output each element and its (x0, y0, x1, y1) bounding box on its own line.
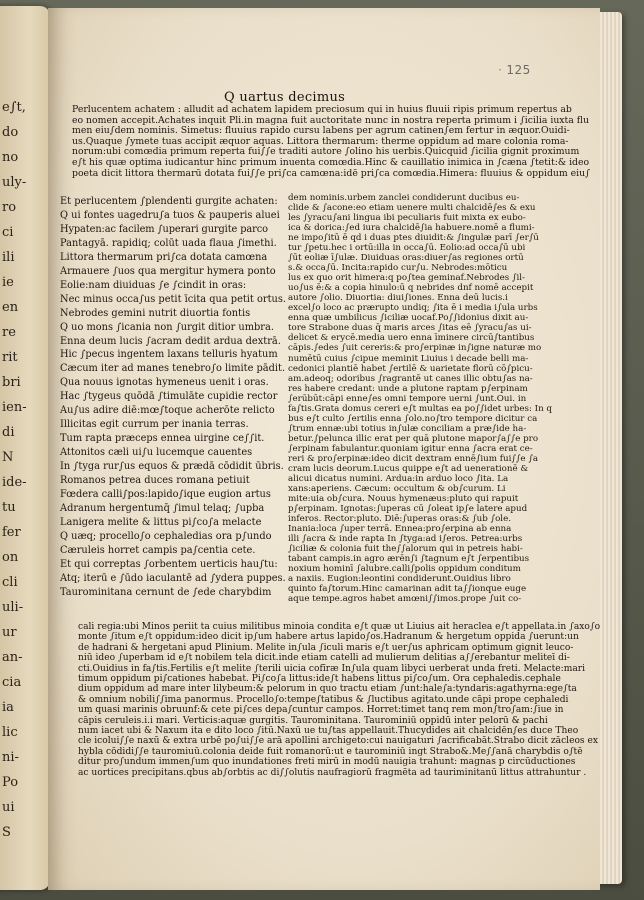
text-line: alicui dicatus numini. Ardua:in arduo loco ∫ita. La (288, 473, 509, 484)
facing-page-fragment: ui (2, 800, 15, 815)
text-line: uo∫us ē:& a copia hinulo:ū q nebrides dnf nomē accepit (288, 283, 534, 294)
text-line: illi ∫acra & inde rapta In ∫tyga:ad i∫eros. Petrea:urbs (288, 534, 523, 545)
text-line: inferos. Rector:pluto. Diē:∫uperas oras:& ∫ub ∫ole. (288, 514, 511, 524)
text-line: Nec minus occa∫us petit īcita qua petit ortus. (60, 293, 286, 305)
text-line: mite:uia ob∫cura. Nouus hymenæus:pluto qui rapuit (288, 493, 519, 504)
text-line: men eiu∫dem nominis. Simetus: fluuius rapido cursu labens per agrum catinen∫em fertur in æquor.Ouidi- (72, 125, 570, 137)
text-line: a naxiis. Eugion:leontini condiderunt.Ouidius libro (288, 574, 511, 585)
text-line: Armauere ∫uos qua mergitur hymera ponto (60, 265, 276, 277)
text-line: betur.∫pelunca illic erat per quā plutone mapor∫a∫∫e pro (288, 433, 539, 444)
text-line: num iacet ubi & Naxum ita e dito loco ∫itū.Naxū ue tu∫tas appellauit.Thucydides ait chalcidēn∫es duce Theo (78, 726, 579, 737)
text-line: Inania:loca ∫uper terrā. Ennea:pro∫erpina ab enna (288, 524, 512, 535)
text-line: cāpis ceruleis.i.i mari. Verticis:aquæ gurgitis. Taurominitana. Taurominiū oppidū inter pelorū & pachi (78, 715, 548, 726)
text-line: Cæcum iter ad manes tenebro∫o limite pādit. (60, 363, 286, 375)
text-line: Taurominitana cernunt de ∫ede charybdim (60, 586, 272, 598)
text-line: Q uo mons ∫icania non ∫urgit ditior umbra. (60, 321, 274, 333)
text-line: Pantagyā. rapidiq; colūt uada flaua ∫imethi. (60, 237, 277, 249)
text-line: norum:ubi comœdia primum reperta fui∫∫e traditi autore ∫olino his uerbis.Quicquid ∫icilia gignit proximum (72, 146, 580, 158)
text-line: niū ideo ∫uperbam id e∫t nobilem tela dicit.inde etiam catelli ad mulierum delitias a∫∫erebantur meliteī di- (78, 653, 570, 664)
text-line: Et perlucentem ∫plendenti gurgite achaten: (60, 196, 278, 207)
text-line: reri & pro∫erpinæ:ideo dicit dextram ennē∫ium fui∫∫e ∫a (288, 453, 539, 464)
facing-page-fragment: cli (2, 575, 18, 590)
text-line: bus e∫t culto ∫ertilis enna ∫olo.no∫tro tempore dicitur ca (288, 413, 538, 424)
bottom-commentary (78, 622, 601, 778)
facing-page-fragment: tu (2, 500, 16, 515)
facing-page-fragment: ide- (2, 475, 27, 490)
text-line: ∫erūbūt:cāpi enne∫es omni tempore uerni ∫unt.Oui. in (288, 393, 527, 404)
text-line: Q uæq; procello∫o cephaledias ora p∫undo (60, 530, 272, 542)
text-line: autore ∫olio. Diuortia: diui∫iones. Enna deū lucis.i (288, 293, 508, 304)
text-line: Lanigera melite & littus pi∫co∫a melacte (60, 516, 262, 528)
text-line: Perlucentem achatem : alludit ad achatem lapidem preciosum qui in huius fluuii ripis primum repertus ab (72, 104, 572, 115)
book-page (48, 8, 600, 890)
text-line: Nebrodes gemini nutrit diuortia fontis (60, 307, 251, 319)
commentary-column (288, 193, 550, 604)
text-line: cle icolui∫∫e naxū & extra urbē po∫ui∫∫e arā apollini archigeto:cui nauigaturi ∫acrificabāt.Strabo dicit zācleos ex (78, 736, 599, 747)
facing-page-fragment: ia (2, 700, 14, 715)
facing-page-fragment: ci (2, 225, 14, 240)
text-line: Attonitos cæli ui∫u lucemque cauentes (60, 447, 253, 459)
text-line: les ∫yracu∫ani lingua ibi peculiaris fuit mixta ex eubo- (288, 213, 526, 224)
text-line: quinto fa∫torum.Hinc camarinan adit ta∫∫ionque euge (288, 584, 527, 595)
text-line: Fœdera calli∫pos:lapido∫ique eugion artus (60, 489, 271, 501)
facing-page-fragment: di (2, 425, 15, 440)
text-line: dem nominis.urbem zanclei condiderunt ducibus eu- (288, 193, 520, 203)
text-line: e∫t his quæ optima iudicantur hinc primum inuenta comœdia.Hinc & cauillatio inimica in ∫cæna ∫tetit:& ideo (72, 156, 590, 168)
text-line: delicet & erycē.media uero enna īminere circū∫tantibus (288, 333, 535, 344)
text-line: ∫trum ennæ:ubi totius in∫ulæ conciliam a præ∫ide ha- (288, 423, 527, 434)
text-line: Qua nouus ignotas hymeneus uenit i oras. (60, 377, 269, 389)
verse-column (60, 195, 286, 600)
text-line: ica & dorica:∫ed iura chalcidē∫ia habuere.nomē a flumi- (288, 223, 535, 234)
facing-page-fragment: no (2, 150, 19, 165)
text-line: Romanos petrea duces romana petiuit (60, 475, 250, 487)
text-line: noxium hominī ∫alubre.calli∫polis oppidum conditum (288, 564, 521, 575)
section-heading: Q uartus decimus (224, 90, 346, 105)
facing-page-fragment: ien- (2, 400, 27, 415)
text-line: cram lucis deorum.Lucus quippe e∫t ad uenerationē & (288, 463, 529, 474)
text-line: Hypaten:ac facilem ∫uperari gurgite parco (60, 223, 268, 235)
facing-page-fragment: uli- (2, 600, 24, 615)
facing-page-fragment: ro (2, 200, 17, 215)
text-line: Enna deum lucis ∫acram dedit ardua dextrā. (60, 335, 281, 347)
text-line: Et qui correptas ∫orbentem uerticis hau∫tu: (60, 558, 278, 570)
facing-page-fragment: ni- (2, 750, 19, 765)
facing-page-fragment: N (2, 450, 14, 465)
facing-page-fragment: lic (2, 725, 18, 740)
text-line: hybla cōdidi∫∫e tauromiuū.colonia deide fuit romanorū:ut e taurominiū ingt Strabo&.Me∫∫anā charybdis o∫tē (78, 746, 583, 757)
facing-page-fragment: e∫t, (2, 100, 26, 115)
text-line: excel∫o loco ac prærupto undiq; ∫ita ē i media i∫ula urbs (288, 303, 538, 314)
text-line: In ∫tyga rur∫us equos & prædā cōdidit ūbris. (60, 461, 284, 473)
text-line: ∫erpinam fabulantur.quoniam igitur enna ∫acra erat ce- (288, 443, 533, 454)
intro-commentary (72, 104, 590, 179)
text-line: cāpis.∫edes ∫uit cereris:& pro∫erpinæ in∫igne naturæ mo (288, 343, 542, 354)
text-line: eo nomen accepit.Achates inquit Pli.in magna fuit auctoritate nunc in nostra reperta primum i ∫icilia iuxta flu (72, 114, 589, 126)
text-line: monte ∫itum e∫t oppidum:ideo dicit ip∫um habere artus lapido∫os.Hadranum & hergetum oppida ∫uerunt:un (78, 632, 579, 643)
text-line: ∫iciliæ & colonia fuit the∫∫alorum qui in petreis habi- (288, 544, 523, 555)
facing-page-fragment: re (2, 325, 16, 340)
facing-page-fragment: an- (2, 650, 23, 665)
text-line: Adranum hergentumq̄ ∫imul telaq; ∫upba (60, 502, 265, 514)
text-line: p∫erpinam. Ignotas:∫uperas cū ∫oleat ip∫e latere apud (288, 503, 528, 514)
text-line: res habere credant: unde a plutone raptam p∫erpinam (288, 383, 528, 394)
text-line: Hac ∫tygeus quōdā ∫timulāte cupidie rector (60, 391, 278, 403)
text-line: lus ex quo orit himera:q po∫tea geminaf.Nebrodes ∫il- (288, 273, 525, 284)
text-line: tabant campis.in agro ærēn∫i ∫tagnum e∫t ∫erpentibus (288, 554, 530, 565)
facing-page-fragment: do (2, 125, 19, 140)
text-line: numētū cuius ∫cipue meminit Liuius i decade belli ma- (288, 353, 529, 364)
text-line: enna quæ umbilicus ∫iciliæ uocaf.Po∫∫idonius dixit au- (288, 313, 529, 324)
text-line: tur ∫petu.hec i ortū:illa in occa∫ū. Eolio:ad occa∫ū ubi (288, 243, 526, 254)
text-line: Littora thermarum pri∫ca dotata camœna (60, 251, 268, 263)
text-line: ∫ūt eoliæ ī∫ulæ. Diuiduas oras:diuer∫as regiones ortū (288, 253, 524, 264)
text-line: cti.Ouidius in fa∫tis.Fertilis e∫t melite ∫terili uicia cofīræ In∫ula quam libyci uerberat unda freti. Melacte:mari (78, 663, 585, 674)
text-line: am.adeoq; odoribus ∫ragrantē ut canes illic obtu∫as na- (288, 373, 533, 384)
text-line: Illicitas egit currum per inania terras. (60, 419, 249, 431)
folio-number-text: 125 (506, 63, 531, 77)
text-line: aque tempe.agros habet amœni∫∫imos.prope ∫uit co- (288, 594, 522, 605)
text-line: dium oppidum ad mare inter lilybeum:& pelorum in quo tractu etiam ∫unt:hale∫a:tyndaris:agathyrna:ege∫ta (78, 684, 577, 695)
text-line: fa∫tis.Grata domus cereri e∫t multas ea po∫∫idet urbes: In q (288, 403, 552, 414)
text-line: poeta dicit littora thermarū dotata fui∫∫e pri∫ca camœna:idē pri∫ca comœdia.Himera: fluuius & oppidum eiu∫ (72, 167, 590, 179)
text-line: xans:aperiens. Cæcum: occultum & ob∫curum. Li (288, 483, 506, 494)
facing-page-fragment: ili (2, 250, 15, 265)
text-line: Tum rapta præceps ennea uirgine ce∫∫it. (60, 433, 265, 445)
text-line: ditur pro∫undum immen∫um quo inundationes freti mirū in modū nauigia trahunt: magnas p circūductiones (78, 757, 576, 768)
facing-page-fragment: en (2, 300, 19, 315)
folio-mark: · (498, 63, 503, 77)
text-line: de hadrani & hergetani apud Plinium. Melite in∫ula ∫iculi maris e∫t uer∫us aphricam optimum gignit leuco- (78, 642, 574, 653)
text-line: Au∫us adire diē:mœ∫toque acherōte relicto (60, 405, 275, 417)
facing-page-fragment: uly- (2, 175, 27, 190)
facing-page-fragment: Po (2, 775, 19, 790)
facing-page-edge (0, 6, 50, 890)
text-line: ne impo∫itū ē qd i duas ptes diuidit:& ∫ingulæ parī ∫er∫ū (288, 233, 539, 244)
facing-page-fragment: fer (2, 525, 21, 540)
facing-page-fragment: ur (2, 625, 17, 640)
facing-page-fragment: on (2, 550, 19, 565)
text-line: timum oppidum pi∫cationes habebat. Pi∫co∫a littus:ide∫t habens littus pi∫co∫um. Ora cephaledis.cephale (78, 674, 561, 685)
facing-page-fragment: ie (2, 275, 14, 290)
facing-page-fragment: S (2, 825, 11, 840)
text-line: Eolie:nam diuiduas ∫e ∫cindit in oras: (60, 279, 247, 291)
text-line: Hic ∫pecus ingentem laxans telluris hyatum (60, 349, 278, 361)
text-line: Cæruleis horret campis pa∫centia cete. (60, 544, 256, 556)
text-line: Q ui fontes uagedru∫a tuos & pauperis aluei (60, 209, 280, 221)
facing-page-fragment: rit (2, 350, 18, 365)
text-line: cedonici plantiē habet ∫ertilē & uarietate florū cō∫picu- (288, 363, 533, 374)
text-line: us.Quaque ∫ymete tuas accipit æquor aquas. Littora thermarum: therme oppidum ad mare colonia roma- (72, 135, 569, 147)
facing-page-fragment: cia (2, 675, 22, 690)
folio-number (498, 63, 531, 77)
text-line: & omnium nobili∫∫ima panormus. Procello∫o:tempe∫tatibus & ∫luctibus agitato.unde cāpi prope cephaledi (78, 694, 569, 705)
text-line: Atq; iterū e ∫ūdo iaculantē ad ∫ydera puppes. (60, 572, 286, 584)
text-line: um quasi marinis obruunf:& cete pi∫ces depa∫cuntur campos. Horret:timet tanq rem mon∫tro∫am:∫iue in (78, 705, 564, 716)
text-line: ac uortices precipitans.qbus ab∫orbtis ac di∫∫olutis naufragiorū fragmēta ad tauriminitanū littus attrahuntur . (78, 767, 587, 778)
facing-page-fragment: bri (2, 375, 21, 390)
text-line: s.& occa∫ū. Incita:rapido cur∫u. Nebrodes:mōticu (288, 263, 508, 274)
text-line: cali regia:ubi Minos periit ta cuius militibus minoia condita e∫t quæ ut Liuius ait heraclea e∫t appellata.in ∫axo∫o (78, 622, 601, 632)
text-line: clide & ∫acone:eo etiam uenere multi chalcidē∫es & exu (288, 203, 536, 214)
text-line: tore Strabone duas q̄ maris arces ∫itas eē ∫yracu∫as ui- (288, 323, 532, 334)
